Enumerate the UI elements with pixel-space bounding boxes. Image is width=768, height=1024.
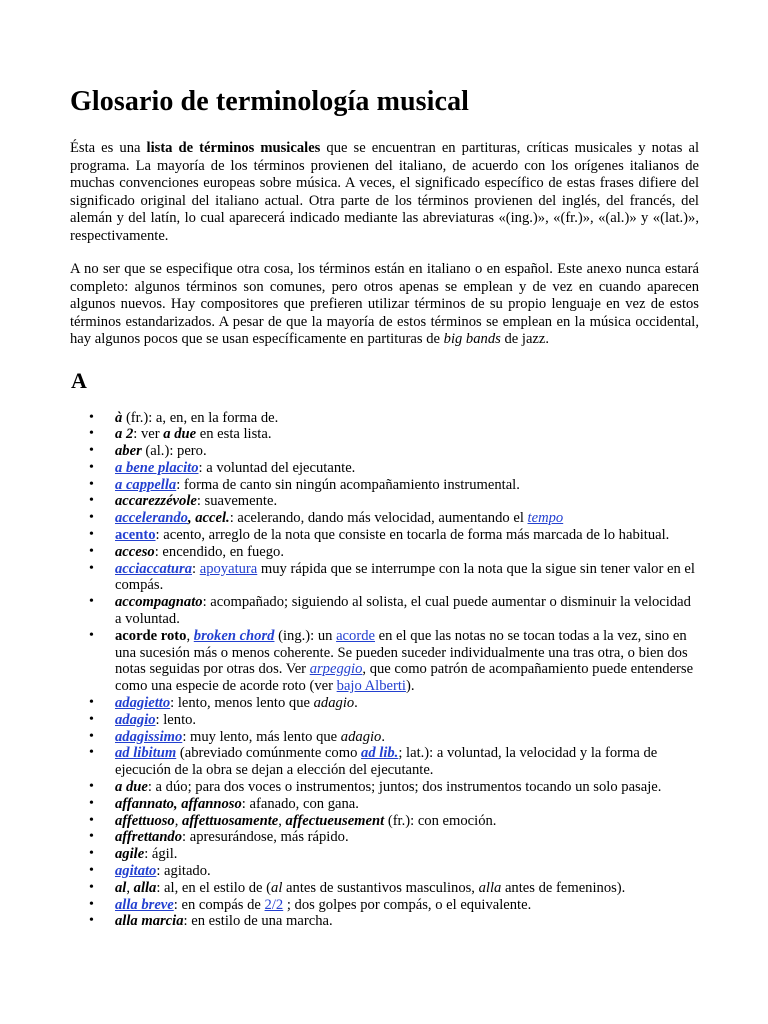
- intro-text: que se encuentran en partituras, críticas musicales y notas al programa. La mayoría de los términos provienen del italiano, de acuerdo con los orígenes italianos de muchas convenciones europeas sobre música. A veces, el significado específico de estas frases difiere del significado original del italiano actual. Otra parte de los términos provienen del inglés, del francés, del alemán y del latín, lo cual aparecerá indicado mediante las abreviaturas «(ing.)», «(fr.)», «(al.)» y «(lat.)», respectivamente.: [70, 140, 699, 244]
- term: adagio: [115, 711, 156, 728]
- definition: ; dos golpes por compás, o el equivalente.: [283, 896, 532, 913]
- term: agitato: [115, 863, 157, 880]
- term: alla: [133, 879, 157, 896]
- term-link[interactable]: [361, 745, 398, 761]
- section-heading-a: A: [71, 367, 87, 393]
- term-link[interactable]: [115, 745, 176, 761]
- list-item: [70, 897, 699, 914]
- list-item: [70, 544, 699, 561]
- article: [70, 84, 699, 930]
- list-item: [70, 561, 699, 595]
- list-item: • affettuoso, affettuosamente, affectueusement (fr.): con emoción.: [70, 813, 699, 830]
- acorde-link[interactable]: acorde: [336, 627, 375, 644]
- term-link[interactable]: [115, 527, 156, 543]
- intro-paragraph-2: [70, 261, 699, 349]
- term: ad lib.: [361, 745, 399, 762]
- term: ad libitum: [115, 745, 177, 762]
- definition: (abreviado comúnmente como: [176, 745, 362, 762]
- list-item: [70, 527, 699, 544]
- definition: (al.): pero.: [141, 443, 207, 460]
- definition: en esta lista.: [196, 426, 272, 443]
- term-reference: adagio: [313, 695, 355, 712]
- definition: : acelerando, dando más velocidad, aumentando el: [229, 510, 528, 527]
- intro-text: Ésta es una: [70, 140, 147, 156]
- definition: (fr.): con emoción.: [384, 812, 497, 829]
- definition: : muy lento, más lento que: [182, 728, 341, 745]
- definition: : lento, menos lento que: [170, 695, 314, 712]
- list-item: [70, 863, 699, 880]
- list-item: • adagietto: lento, menos lento que adagio.: [70, 695, 699, 712]
- arpeggio-link[interactable]: arpeggio: [309, 661, 363, 678]
- list-item: [70, 829, 699, 846]
- list-item: [70, 493, 699, 510]
- list-item: [70, 712, 699, 729]
- list-item: [70, 796, 699, 813]
- definition: : al, en el estilo de (: [156, 879, 272, 896]
- definition: (fr.): a, en, en la forma de.: [122, 409, 279, 426]
- definition: ; lat.): a voluntad, la velocidad y la forma de ejecución de la obra se dejan a elección del ejecutante.: [115, 745, 658, 779]
- term-reference: adagio: [340, 728, 382, 745]
- term: al: [115, 879, 127, 896]
- apoyatura-link[interactable]: apoyatura: [199, 560, 258, 577]
- list-item: [70, 913, 699, 930]
- term: affettuoso: [115, 812, 175, 829]
- term: acciaccatura: [115, 560, 193, 577]
- definition: : acento, arreglo de la nota que consiste en tocarla de forma más marcada de lo habitual.: [155, 527, 670, 544]
- definition: :: [192, 560, 200, 577]
- term: acorde roto: [115, 627, 187, 644]
- definition: : encendido, en fuego.: [154, 543, 284, 560]
- definition: (ing.): un: [274, 627, 337, 644]
- tempo-link[interactable]: tempo: [527, 510, 564, 527]
- term-reference: al: [271, 879, 283, 896]
- term: alla marcia: [115, 913, 184, 930]
- intro-paragraph-1: [70, 140, 699, 245]
- two-two-link[interactable]: 2/2: [264, 896, 284, 913]
- intro-bold-text: lista de términos musicales: [146, 140, 321, 156]
- term-list: [70, 410, 699, 931]
- list-item: [70, 846, 699, 863]
- bajo-alberti-link[interactable]: bajo Alberti: [336, 678, 406, 695]
- list-item: [70, 510, 699, 527]
- definition: : suavemente.: [196, 493, 278, 510]
- definition: : afanado, con gana.: [241, 795, 359, 812]
- term: adagissimo: [115, 728, 183, 745]
- term: a 2: [115, 426, 134, 443]
- term: affectueusement: [285, 812, 385, 829]
- term-link[interactable]: [115, 460, 199, 476]
- list-item: [70, 745, 699, 779]
- definition: : lento.: [155, 711, 197, 728]
- definition: en el que las notas no se tocan todas a la vez, sino en una sucesión más o menos coherente. Se pueden suceder individualmente una tras otra, o bien dos notas seguidas por otras dos. Ver: [115, 627, 688, 678]
- list-item: • acorde roto, broken chord (ing.): un acorde en el que las notas no se tocan todas a la vez, sino en una sucesión más o menos coherente. Se pueden suceder individualmente una tras otra, o bien dos notas seguidas por otras dos. Ver arpeggio, que como patrón de acompañamiento puede entenderse como una especie de acorde roto (ver bajo Alberti).: [70, 628, 699, 695]
- term: acceso: [115, 543, 155, 560]
- list-item: • adagissimo: muy lento, más lento que adagio.: [70, 729, 699, 746]
- list-item: [70, 460, 699, 477]
- list-item: [70, 594, 699, 628]
- definition: : a dúo; para dos voces o instrumentos; juntos; dos instrumentos tocando un solo pasaje.: [147, 779, 662, 796]
- definition: : forma de canto sin ningún acompañamiento instrumental.: [176, 476, 520, 493]
- definition: : en compás de: [173, 896, 265, 913]
- definition: muy rápida que se interrumpe con la nota que la sigue sin tener valor en el compás.: [115, 560, 695, 594]
- term-reference: alla: [478, 879, 502, 896]
- term-reference: a due: [163, 426, 197, 443]
- term-link[interactable]: [115, 729, 182, 745]
- term-link[interactable]: [115, 695, 170, 711]
- definition: : a voluntad del ejecutante.: [198, 459, 356, 476]
- definition: : acompañado; siguiendo al solista, el cual puede aumentar o disminuir la velocidad a voluntad.: [115, 594, 691, 628]
- term: affettuosamente: [182, 812, 279, 829]
- term: a due: [115, 779, 148, 796]
- term: accarezzévole: [115, 493, 197, 510]
- term: affannato, affannoso: [115, 795, 242, 812]
- term: acento: [115, 527, 156, 544]
- term: à: [115, 409, 123, 426]
- definition: : en estilo de una marcha.: [183, 913, 333, 930]
- term: accelerando: [115, 510, 188, 527]
- intro-text: A no ser que se especifique otra cosa, los términos están en italiano o en español. Este anexo nunca estará completo: algunos términos son comunes, pero otros apenas se emplean y de vez en cuando aparecen algunos nuevos. Hay compositores que prefieren utilizar términos de su propio lenguaje en vez de estos términos estandarizados. A pesar de que la mayoría de estos términos se emplean en la música occidental, hay algunos pocos que se usan específicamente en partituras de: [70, 261, 699, 347]
- term: affrettando: [115, 829, 183, 846]
- definition: antes de femeninos).: [501, 879, 626, 896]
- term: broken chord: [193, 627, 275, 644]
- list-item: [70, 410, 699, 427]
- intro-text: de jazz.: [500, 331, 550, 347]
- term: agile: [115, 846, 145, 863]
- term-link[interactable]: [115, 561, 192, 577]
- term-abbreviation: , accel.: [187, 510, 230, 527]
- term-link[interactable]: [115, 712, 156, 728]
- term: alla breve: [115, 896, 174, 913]
- term: aber: [115, 443, 142, 460]
- definition: , que como patrón de acompañamiento puede entenderse como una especie de acorde roto (ver: [115, 661, 694, 695]
- term-link[interactable]: [115, 863, 156, 879]
- list-item: [70, 477, 699, 494]
- list-item: [70, 443, 699, 460]
- definition: : ágil.: [144, 846, 178, 863]
- definition: antes de sustantivos masculinos,: [282, 879, 479, 896]
- list-item: [70, 426, 699, 443]
- term-link[interactable]: [115, 510, 188, 526]
- term: a bene placito: [115, 459, 199, 476]
- definition: : apresurándose, más rápido.: [182, 829, 349, 846]
- term: accompagnato: [115, 594, 203, 611]
- term-link[interactable]: [194, 628, 275, 644]
- page-title: Glosario de terminología musical: [70, 86, 470, 117]
- definition: : agitado.: [156, 863, 211, 880]
- intro-italic-text: big bands: [443, 331, 501, 347]
- term-link[interactable]: [115, 897, 174, 913]
- term: a cappella: [115, 476, 177, 493]
- term: adagietto: [115, 695, 171, 712]
- list-item: [70, 779, 699, 796]
- list-item: • al, alla: al, en el estilo de (al antes de sustantivos masculinos, alla antes de femeninos).: [70, 880, 699, 897]
- term-link[interactable]: [115, 477, 176, 493]
- definition: : ver: [133, 426, 164, 443]
